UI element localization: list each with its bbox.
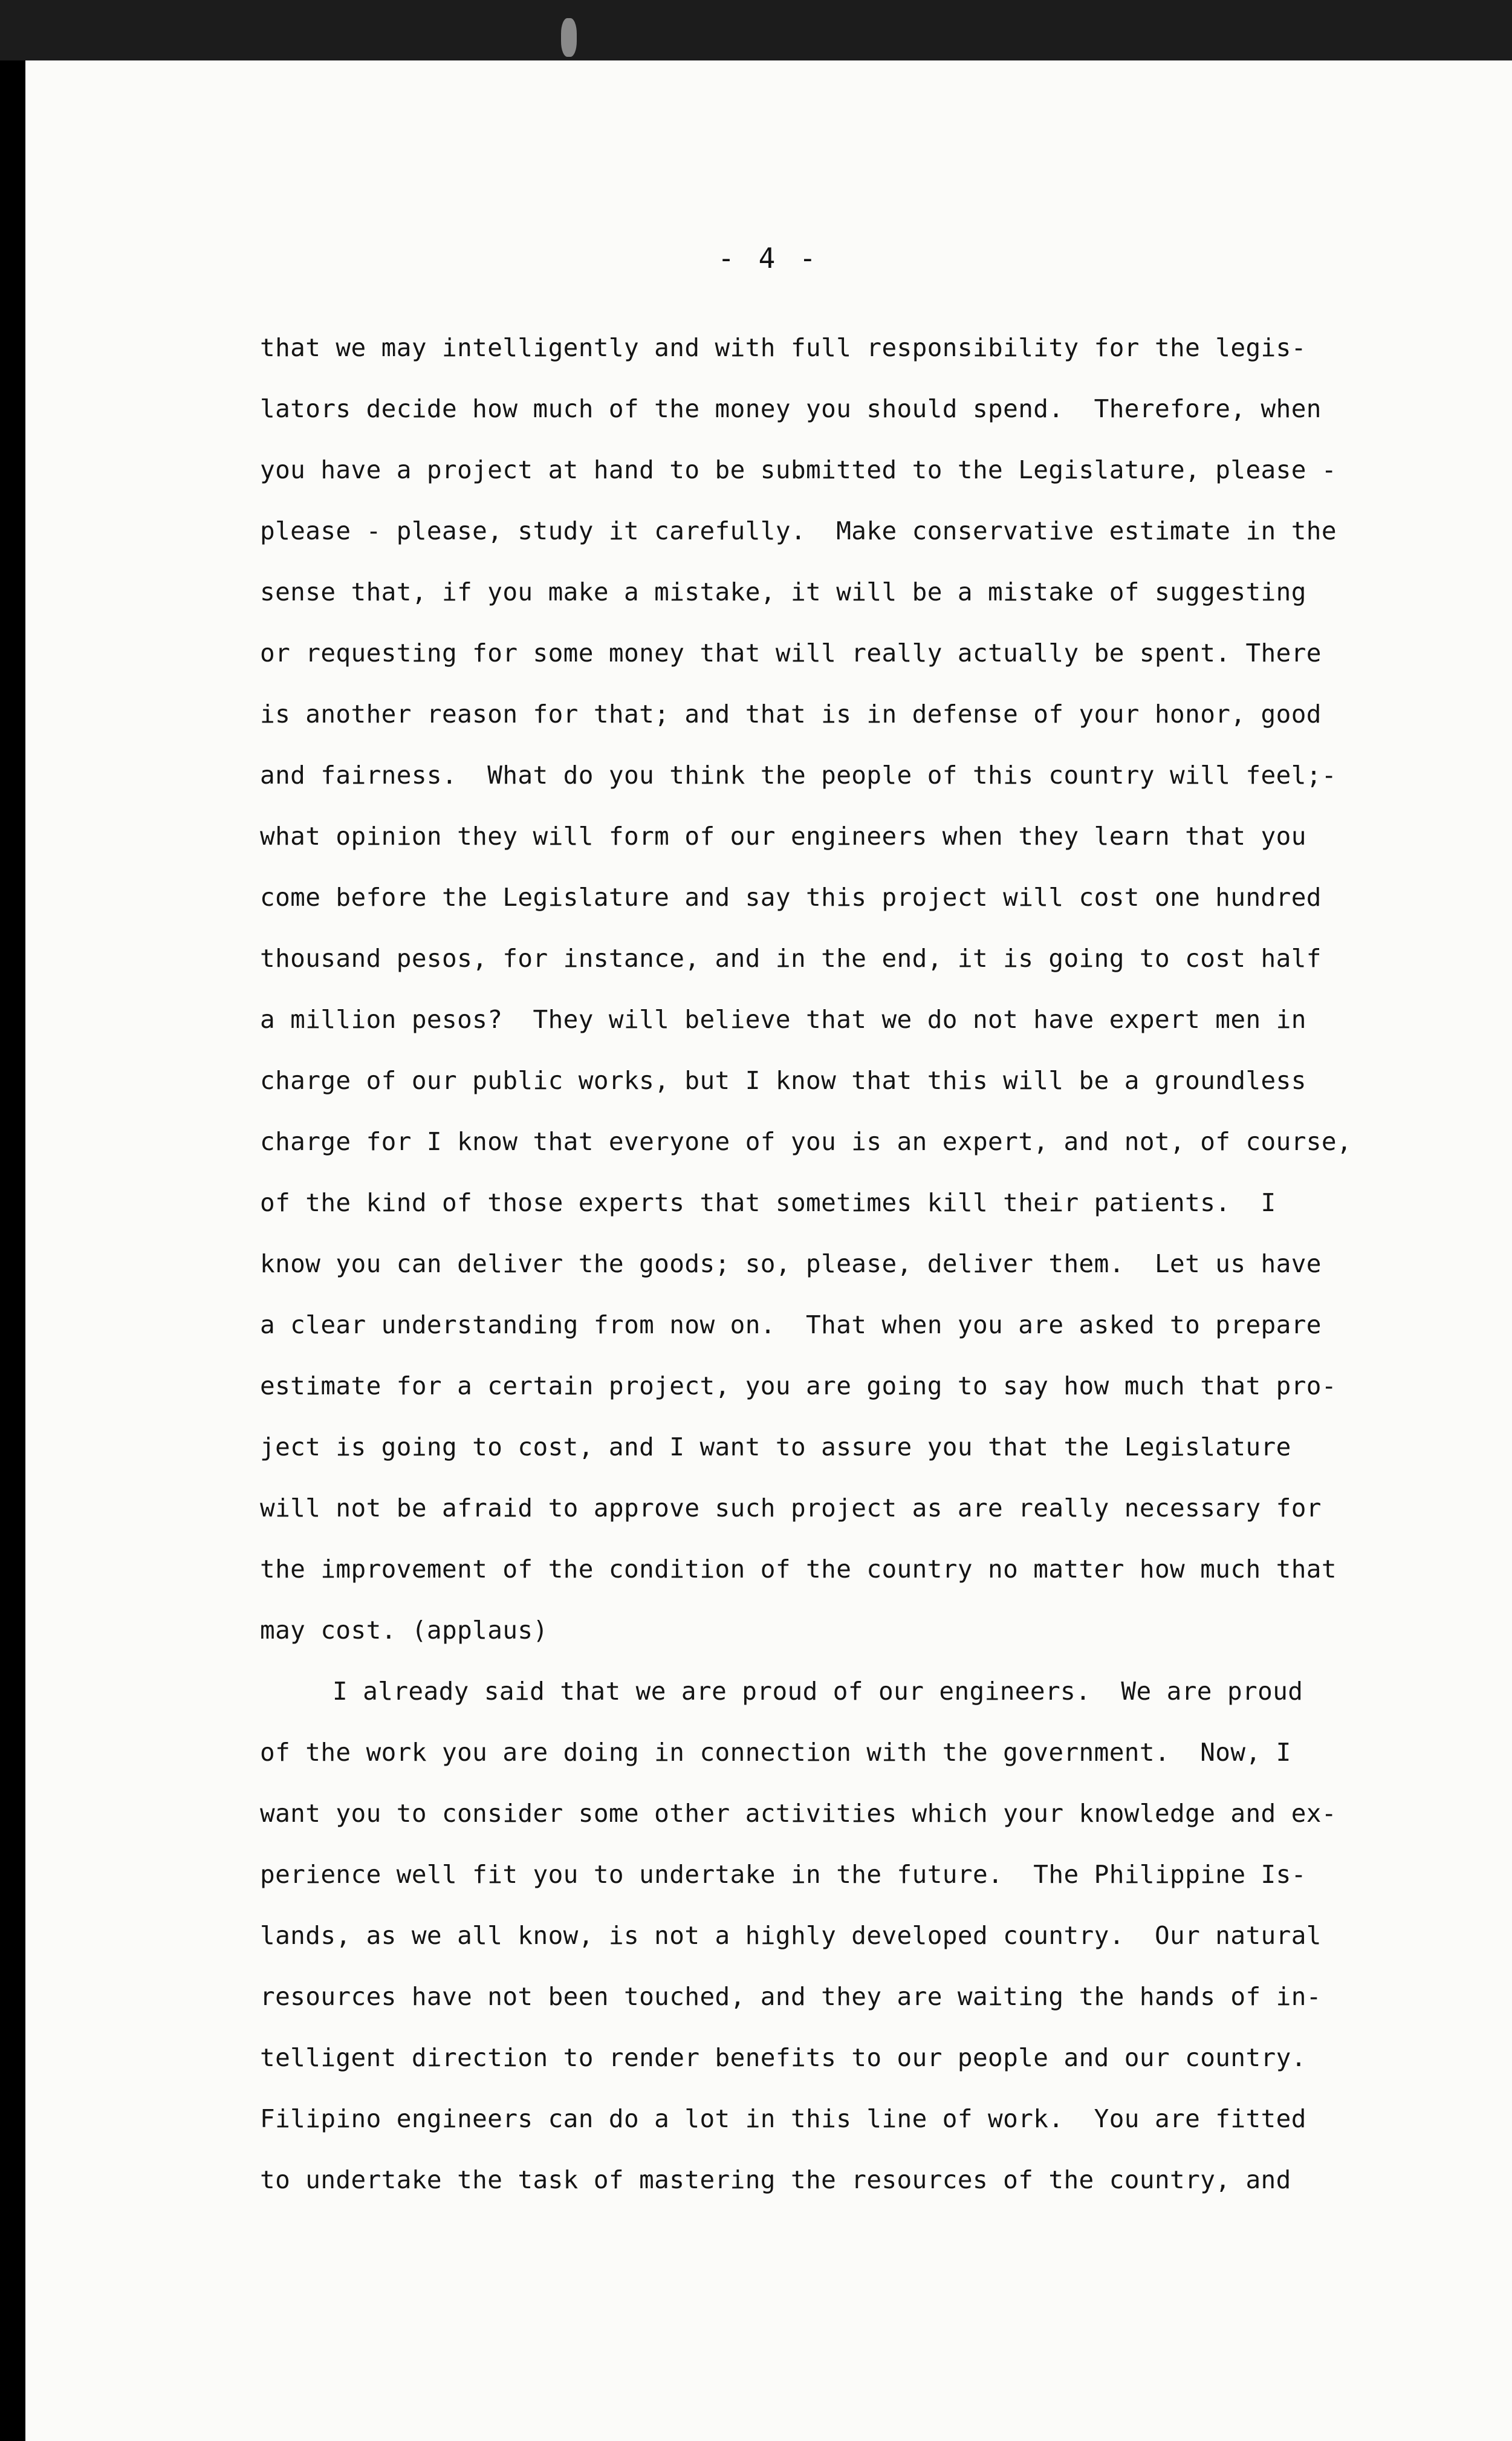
text-line: and fairness. What do you think the people of this country will feel;-	[260, 761, 1337, 790]
text-line: charge of our public works, but I know that this will be a groundless	[260, 1066, 1306, 1095]
text-line: perience well fit you to undertake in the future. The Philippine Is-	[260, 1860, 1306, 1889]
text-line: I already said that we are proud of our engineers. We are proud	[333, 1677, 1303, 1706]
text-line: telligent direction to render benefits to our people and our country.	[260, 2043, 1306, 2072]
paragraph	[260, 1661, 1397, 2211]
text-line: come before the Legislature and say this project will cost one hundred	[260, 883, 1322, 912]
paragraph	[260, 317, 1397, 1661]
text-line: ject is going to cost, and I want to assure you that the Legislature	[260, 1432, 1291, 1461]
text-line: a million pesos? They will believe that we do not have expert men in	[260, 1005, 1306, 1034]
text-line: sense that, if you make a mistake, it will be a mistake of suggesting	[260, 577, 1306, 606]
document-page	[25, 60, 1512, 2441]
text-line: of the work you are doing in connection with the government. Now, I	[260, 1738, 1291, 1767]
document-body	[260, 317, 1397, 2211]
text-line: lands, as we all know, is not a highly developed country. Our natural	[260, 1921, 1322, 1950]
text-line: the improvement of the condition of the country no matter how much that	[260, 1555, 1337, 1584]
text-line: please - please, study it carefully. Make conservative estimate in the	[260, 516, 1337, 545]
text-line: of the kind of those experts that sometimes kill their patients. I	[260, 1188, 1276, 1217]
text-line: or requesting for some money that will really actually be spent. There	[260, 639, 1322, 668]
text-line: estimate for a certain project, you are going to say how much that pro-	[260, 1371, 1337, 1400]
text-line: a clear understanding from now on. That when you are asked to prepare	[260, 1310, 1322, 1339]
scan-speck	[561, 18, 577, 57]
text-line: thousand pesos, for instance, and in the end, it is going to cost half	[260, 944, 1322, 973]
text-line: may cost. (applaus)	[260, 1616, 548, 1645]
text-line: lators decide how much of the money you should spend. Therefore, when	[260, 394, 1322, 423]
text-line: to undertake the task of mastering the resources of the country, and	[260, 2165, 1291, 2194]
text-line: charge for I know that everyone of you is an expert, and not, of course,	[260, 1127, 1352, 1156]
text-line: what opinion they will form of our engineers when they learn that you	[260, 822, 1306, 851]
text-line: want you to consider some other activities which your knowledge and ex-	[260, 1799, 1337, 1828]
text-line: will not be afraid to approve such project as are really necessary for	[260, 1494, 1322, 1523]
text-line: know you can deliver the goods; so, please, deliver them. Let us have	[260, 1249, 1322, 1278]
text-line: is another reason for that; and that is in defense of your honor, good	[260, 700, 1322, 729]
text-line: resources have not been touched, and they are waiting the hands of in-	[260, 1982, 1322, 2011]
text-line: you have a project at hand to be submitted to the Legislature, please -	[260, 455, 1337, 484]
text-line: Filipino engineers can do a lot in this line of work. You are fitted	[260, 2104, 1306, 2133]
scan-border-top	[0, 0, 1512, 60]
text-line: that we may intelligently and with full responsibility for the legis-	[260, 333, 1306, 362]
page-number: - 4 -	[718, 242, 820, 275]
